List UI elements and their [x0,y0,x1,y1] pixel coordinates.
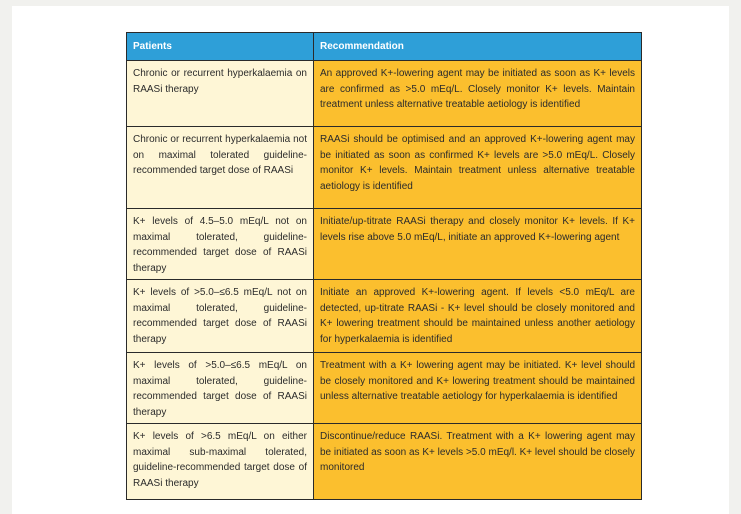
recommendation-cell: RAASi should be optimised and an approved K+-lowering agent may be initiated as soon as confirmed K+ levels are >5.0 mEq/L. Closely monitor K+ levels. Maintain treatment unless alternative treatable aetiology is identified [314,127,642,209]
patients-cell: K+ levels of >5.0–≤6.5 mEq/L on maximal tolerated, guideline-recommended target dose of RAASi therapy [127,353,314,424]
table-row [127,280,642,353]
header-patients: Patients [127,33,314,61]
table-header-row [127,33,642,61]
recommendation-cell: An approved K+-lowering agent may be initiated as soon as K+ levels are confirmed as >5.0 mEq/L. Closely monitor K+ levels. Maintain treatment unless alternative treatable aetiology is identified [314,61,642,127]
patients-cell: Chronic or recurrent hyperkalaemia on RAASi therapy [127,61,314,127]
table-row [127,61,642,127]
recommendation-table [126,32,642,500]
recommendation-cell: Discontinue/reduce RAASi. Treatment with a K+ lowering agent may be initiated as soon as K+ levels >5.0 mEq/l. K+ level should be closely monitored [314,424,642,500]
patients-cell: K+ levels of >5.0–≤6.5 mEq/L not on maximal tolerated, guideline-recommended target dose of RAASi therapy [127,280,314,353]
table-row [127,424,642,500]
header-recommendation: Recommendation [314,33,642,61]
recommendation-cell: Initiate an approved K+-lowering agent. If levels <5.0 mEq/L are detected, up-titrate RAASi - K+ level should be closely monitored and K+ lowering treatment should be maintained unless another aetiology for hyperkalaemia is identified [314,280,642,353]
content-area [12,6,729,514]
recommendation-cell: Initiate/up-titrate RAASi therapy and closely monitor K+ levels. If K+ levels rise above 5.0 mEq/L, initiate an approved K+-lowering agent [314,209,642,280]
table-row [127,209,642,280]
table-row [127,353,642,424]
patients-cell: K+ levels of >6.5 mEq/L on either maximal sub-maximal tolerated, guideline-recommended target dose of RAASi therapy [127,424,314,500]
table-row [127,127,642,209]
recommendation-cell: Treatment with a K+ lowering agent may be initiated. K+ level should be closely monitored and K+ lowering treatment should be maintained unless alternative treatable aetiology for hyperkalaemia is identified [314,353,642,424]
patients-cell: K+ levels of 4.5–5.0 mEq/L not on maximal tolerated, guideline-recommended target dose of RAASi therapy [127,209,314,280]
patients-cell: Chronic or recurrent hyperkalaemia not on maximal tolerated guideline-recommended target dose of RAASi [127,127,314,209]
